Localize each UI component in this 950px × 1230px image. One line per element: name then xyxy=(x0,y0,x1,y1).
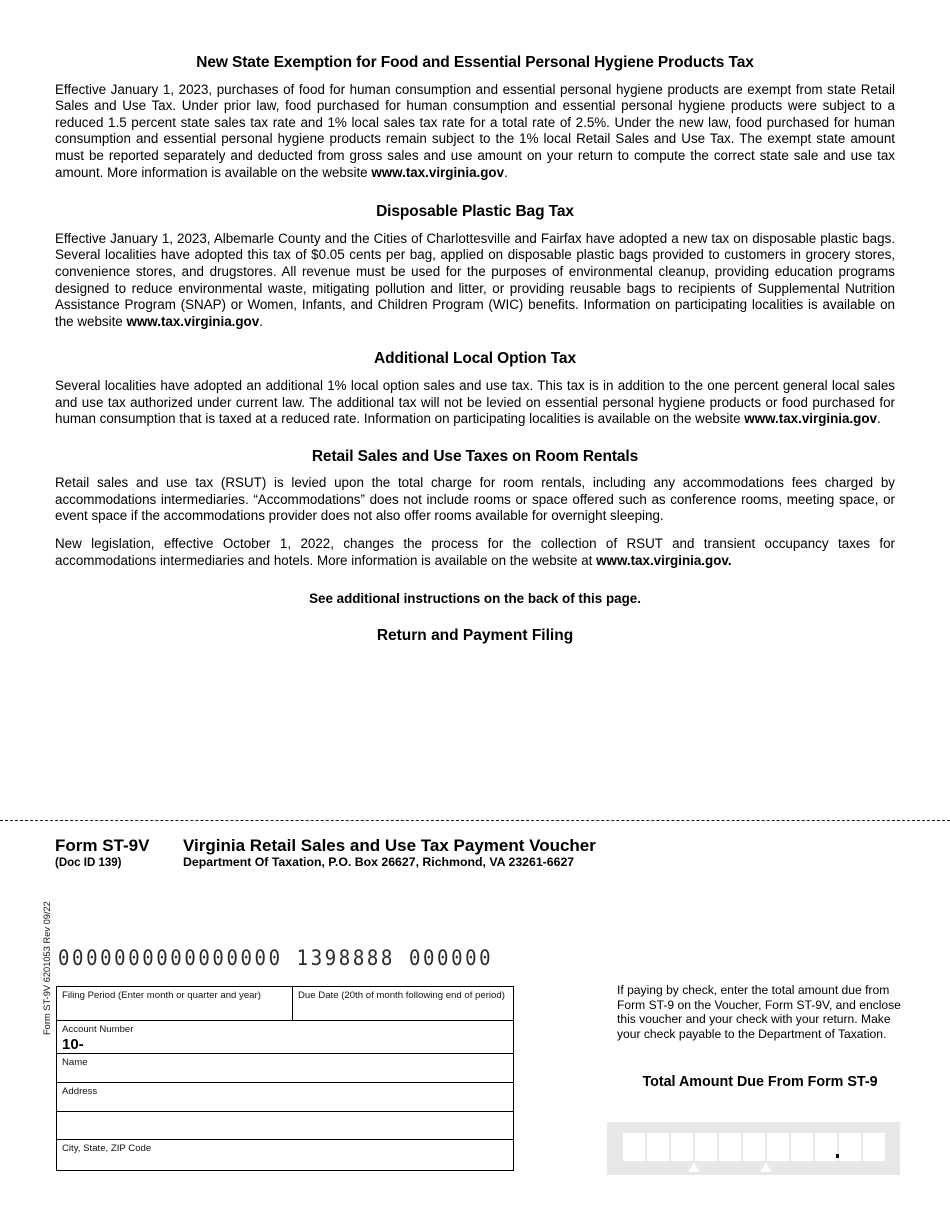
section-paragraph-room-rentals-1 xyxy=(55,475,895,525)
section-title-plastic-bag-tax: Disposable Plastic Bag Tax xyxy=(376,203,574,221)
taxpayer-information-table xyxy=(56,986,514,1171)
amount-digit-box[interactable] xyxy=(815,1133,837,1161)
paragraph-lead-text: Effective January 1, 2023, purchases of food for human consumption and essential personal hygiene products are exempt from state Retail Sales and Use Tax. Under prior law, food purchased for human consumption and essential personal hygiene products were subject to a reduced 1.5 percent state sales tax rate and 1% local sales tax rate for a total rate of 2.5%. Under the new law, food purchased for human consumption and essential personal hygiene products remain subject to the 1% local Retail Sales and Use Tax. The exempt state amount must be reported separately and deducted from gross sales and use amount on your return to compute the correct state sale and use tax amount. More information is available on the website xyxy=(55,81,895,180)
amount-digit-box[interactable] xyxy=(839,1133,861,1161)
website-link-text: www.tax.virginia.gov xyxy=(744,411,877,427)
address-label: Address xyxy=(62,1086,98,1097)
city-state-zip-field[interactable] xyxy=(57,1140,513,1170)
table-row-account-number xyxy=(57,1021,513,1054)
voucher-header-row-title xyxy=(55,836,755,855)
amount-digit-box[interactable] xyxy=(719,1133,741,1161)
voucher-form-number: Form ST-9V xyxy=(55,836,150,855)
thousands-separator-marker xyxy=(760,1163,772,1172)
paragraph-lead-text: Several localities have adopted an additional 1% local option sales and use tax. This tax is in addition to the one percent general local sales and use tax authorized under current law. The additional tax will not be levied on essential personal hygiene products or food purchased for human consumption that is taxed at a reduced rate. Information on participating localities is available on the website xyxy=(55,377,895,427)
section-paragraph-local-option-tax xyxy=(55,378,895,428)
amount-digit-box[interactable] xyxy=(647,1133,669,1161)
form-id-vertical-text: Form ST-9V 6201053 Rev 09/22 xyxy=(42,901,52,1035)
voucher-form-number-block xyxy=(55,836,183,855)
due-date-label: Due Date (20th of month following end of period) xyxy=(298,990,505,1001)
paragraph-lead-text: Effective January 1, 2023, Albemarle County and the Cities of Charlottesville and Fairfax have adopted a new tax on disposable plastic bags. Several localities have adopted this tax of $0.05 cents per bag, applied on disposable plastic bags provided to customers in grocery stores, convenience stores, and drugstores. All revenue must be used for the purposes of environmental cleanup, providing education programs designed to reduce environmental waste, mitigating pollution and litter, or providing reusable bags to recipients of Supplemental Nutrition Assistance Program (SNAP) or Women, Infants, and Children Program (WIC) benefits. Information on participating localities is available on the website xyxy=(55,230,895,329)
total-amount-due-heading: Total Amount Due From Form ST-9 xyxy=(642,1074,878,1090)
voucher-doc-id: (Doc ID 139) xyxy=(55,857,122,869)
paragraph-lead-text: New legislation, effective October 1, 2022, changes the process for the collection of RSUT and transient occupancy taxes for accommodations intermediaries and hotels. More information is available on the website at xyxy=(55,536,895,568)
paragraph-tail-text: . xyxy=(504,164,508,180)
address-line-2-field[interactable] xyxy=(57,1112,513,1139)
thousands-separator-marker xyxy=(688,1163,700,1172)
paragraph-tail-text: . xyxy=(876,411,881,427)
amount-digit-box[interactable] xyxy=(791,1133,813,1161)
filing-period-field[interactable] xyxy=(57,987,293,1020)
account-number-label: Account Number xyxy=(62,1024,134,1035)
name-field[interactable] xyxy=(57,1054,513,1082)
section-paragraph-food-exemption xyxy=(55,82,895,182)
amount-digit-box[interactable] xyxy=(671,1133,693,1161)
city-state-zip-label: City, State, ZIP Code xyxy=(62,1143,152,1154)
table-row-filing-period xyxy=(57,987,513,1021)
voucher-agency-address: Department Of Taxation, P.O. Box 26627, Richmond, VA 23261-6627 xyxy=(183,855,575,869)
account-number-prefix: 10- xyxy=(62,1036,84,1053)
amount-digit-box[interactable] xyxy=(623,1133,645,1161)
address-field[interactable] xyxy=(57,1083,513,1111)
perforation-cut-line xyxy=(0,820,950,821)
table-row-name xyxy=(57,1054,513,1083)
paragraph-lead-text: Retail sales and use tax (RSUT) is levied upon the total charge for room rentals, including any accommodations fees charged by accommodations intermediaries. “Accommodations” does not include rooms or space offered such as conference rooms, meeting space, or event space if the accommodations provider does not also offer rooms available for overnight sleeping. xyxy=(55,475,895,524)
return-and-payment-filing-heading: Return and Payment Filing xyxy=(376,627,574,645)
account-number-field[interactable] xyxy=(57,1021,513,1053)
website-link-text: www.tax.virginia.gov xyxy=(126,313,260,329)
paragraph-tail-text: . xyxy=(259,313,263,329)
section-title-local-option-tax: Additional Local Option Tax xyxy=(374,350,576,368)
amount-digit-box[interactable] xyxy=(863,1133,885,1161)
total-amount-due-entry-area xyxy=(607,1122,900,1175)
section-title-food-exemption: New State Exemption for Food and Essential Personal Hygiene Products Tax xyxy=(196,54,754,71)
amount-digit-boxes[interactable] xyxy=(623,1133,885,1161)
voucher-header-row-address xyxy=(55,855,755,870)
amount-digit-box[interactable] xyxy=(767,1133,789,1161)
back-of-page-note: See additional instructions on the back of this page. xyxy=(309,591,641,607)
due-date-field[interactable] xyxy=(293,987,513,1020)
section-paragraph-room-rentals-2 xyxy=(55,536,895,569)
website-link-text: www.tax.virginia.gov xyxy=(371,164,505,180)
instructions-sheet xyxy=(55,0,895,645)
check-payment-note: If paying by check, enter the total amount due from Form ST-9 on the Voucher, Form ST-9V, and enclose this voucher and your check with your return. Make your check payable to the Department of Taxation. xyxy=(617,983,901,1041)
table-row-address-line-2 xyxy=(57,1112,513,1140)
ocr-scanline: 0000000000000000 1398888 000000 xyxy=(58,946,494,971)
voucher-doc-id-block xyxy=(55,856,183,870)
table-row-city-state-zip xyxy=(57,1140,513,1170)
website-link-text: www.tax.virginia.gov. xyxy=(596,552,732,568)
amount-digit-box[interactable] xyxy=(695,1133,717,1161)
section-title-room-rentals: Retail Sales and Use Taxes on Room Rentals xyxy=(311,447,639,465)
amount-digit-box[interactable] xyxy=(743,1133,765,1161)
name-label: Name xyxy=(62,1057,88,1068)
voucher-header xyxy=(55,836,755,870)
voucher-title: Virginia Retail Sales and Use Tax Payment Voucher xyxy=(183,836,596,855)
table-row-address xyxy=(57,1083,513,1112)
filing-period-label: Filing Period (Enter month or quarter and year) xyxy=(62,990,261,1001)
section-paragraph-plastic-bag-tax xyxy=(55,231,895,331)
